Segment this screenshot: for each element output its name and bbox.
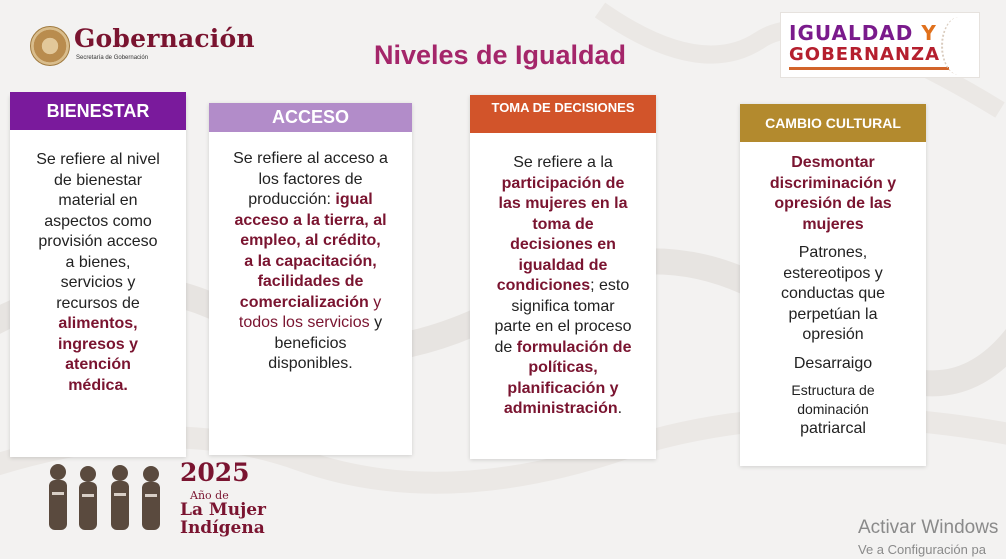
card-text-cambio-cultural (740, 153, 926, 440)
highlight-line: ingresos y (57, 335, 139, 353)
card-header-label: TOMA DE DECISIONES (491, 100, 635, 115)
highlight-line: toma de (532, 215, 594, 233)
highlight-line: Desmontar (791, 154, 875, 171)
highlight-line: mujeres (802, 215, 864, 233)
text-line: dominación (797, 401, 869, 417)
text-fragment: y (374, 314, 383, 331)
highlight-fragment: comercialización (239, 293, 369, 311)
text-line: Se refiere al acceso a (233, 150, 388, 167)
logo-indigena: Indígena (180, 518, 265, 538)
muted-fragment: todos los servicios (238, 314, 370, 331)
text-line (470, 276, 656, 297)
highlight-line: alimentos, (58, 315, 138, 332)
text-line: provisión acceso (38, 233, 158, 250)
text-line: patriarcal (800, 420, 866, 437)
anio-mujer-indigena-logo (40, 456, 266, 538)
card-text-acceso (209, 149, 412, 375)
text-line: conductas que (780, 285, 886, 302)
card-text-bienestar (10, 150, 186, 396)
card-header-toma-decisiones (470, 95, 656, 133)
text-line (209, 313, 412, 334)
text-line: servicios y (60, 274, 136, 291)
text-line: disponibles. (268, 355, 353, 372)
text-fragment: ; esto (590, 277, 630, 294)
highlight-line: planificación y (507, 379, 619, 397)
highlight-line: atención (65, 356, 131, 373)
highlight-line: a la capacitación, (244, 252, 377, 270)
card-cambio-cultural (740, 104, 926, 466)
text-line (209, 190, 412, 211)
text-line: material en (58, 192, 138, 209)
text-line: significa tomar (511, 297, 615, 315)
text-line (209, 293, 412, 314)
logo-la-mujer: La Mujer (180, 500, 266, 520)
logo-underline (789, 67, 949, 70)
logo-decoration (941, 17, 977, 75)
text-line: Estructura de (791, 382, 875, 398)
highlight-fragment: igual (335, 191, 373, 208)
text-line: perpetúan la (788, 305, 878, 323)
highlight-line: médica. (68, 376, 128, 394)
card-header-label: ACCESO (271, 107, 349, 127)
text-line (470, 399, 656, 420)
gobernacion-subtitle: Secretaría de Gobernación (76, 55, 149, 61)
gobernacion-logo (30, 26, 260, 66)
highlight-line: las mujeres en la (498, 195, 628, 212)
text-fragment: y (373, 293, 382, 311)
card-header-acceso (209, 103, 412, 132)
highlight-line: políticas, (528, 359, 598, 376)
text-line: Desarraigo (793, 354, 873, 372)
text-line: los factores de (258, 170, 363, 188)
igualdad-word: IGUALDAD (789, 21, 914, 45)
text-fragment: de (494, 338, 513, 356)
text-line: Patrones, (798, 244, 868, 261)
highlight-fragment: condiciones (496, 277, 591, 294)
text-line: parte en el proceso (494, 318, 632, 335)
text-line: recursos de (56, 294, 140, 312)
activation-watermark-title: Activar Windows (858, 517, 999, 538)
text-line: de bienestar (53, 171, 143, 189)
card-header-bienestar (10, 92, 186, 130)
text-line: Se refiere al nivel (36, 151, 160, 168)
text-line: aspectos como (44, 212, 152, 230)
highlight-fragment: formulación de (516, 338, 632, 356)
igualdad-gobernanza-logo (780, 12, 980, 78)
highlight-fragment: administración (503, 400, 618, 417)
activation-watermark-subtitle: Ve a Configuración pa (858, 542, 986, 557)
logo-ano-de: Año de (190, 489, 229, 502)
text-fragment: producción: (248, 191, 331, 208)
highlight-line: igualdad de (518, 256, 608, 274)
highlight-line: acceso a la tierra, al (234, 211, 387, 229)
gobernacion-name: Gobernación (74, 24, 255, 53)
text-line: Se refiere a la (513, 154, 613, 171)
igualdad-logo-line1 (789, 21, 937, 45)
card-acceso (209, 103, 412, 455)
gobernanza-word: GOBERNANZA (789, 44, 940, 65)
women-figures-icon (40, 456, 174, 534)
highlight-line: empleo, al crédito, (240, 232, 381, 249)
logo-year: 2025 (180, 458, 250, 487)
text-line (470, 338, 656, 359)
text-line: opresión (802, 326, 864, 343)
card-header-cambio-cultural (740, 104, 926, 142)
card-header-label: BIENESTAR (46, 100, 150, 121)
highlight-line: participación de (501, 174, 625, 192)
igualdad-y: Y (921, 21, 937, 45)
text-line: a bienes, (65, 253, 131, 271)
highlight-line: discriminación y (769, 174, 897, 192)
seal-icon (30, 26, 70, 66)
card-toma-decisiones (470, 95, 656, 459)
text-fragment: . (617, 400, 623, 417)
card-bienestar (10, 95, 186, 457)
highlight-line: decisiones en (510, 236, 616, 253)
text-line: beneficios (274, 334, 347, 352)
page-title: Niveles de Igualdad (373, 40, 627, 70)
highlight-line: facilidades de (257, 273, 364, 290)
card-text-toma-decisiones (470, 153, 656, 420)
highlight-line: opresión de las (774, 195, 892, 212)
text-line: estereotipos y (783, 264, 883, 282)
card-header-label: CAMBIO CULTURAL (765, 115, 901, 131)
